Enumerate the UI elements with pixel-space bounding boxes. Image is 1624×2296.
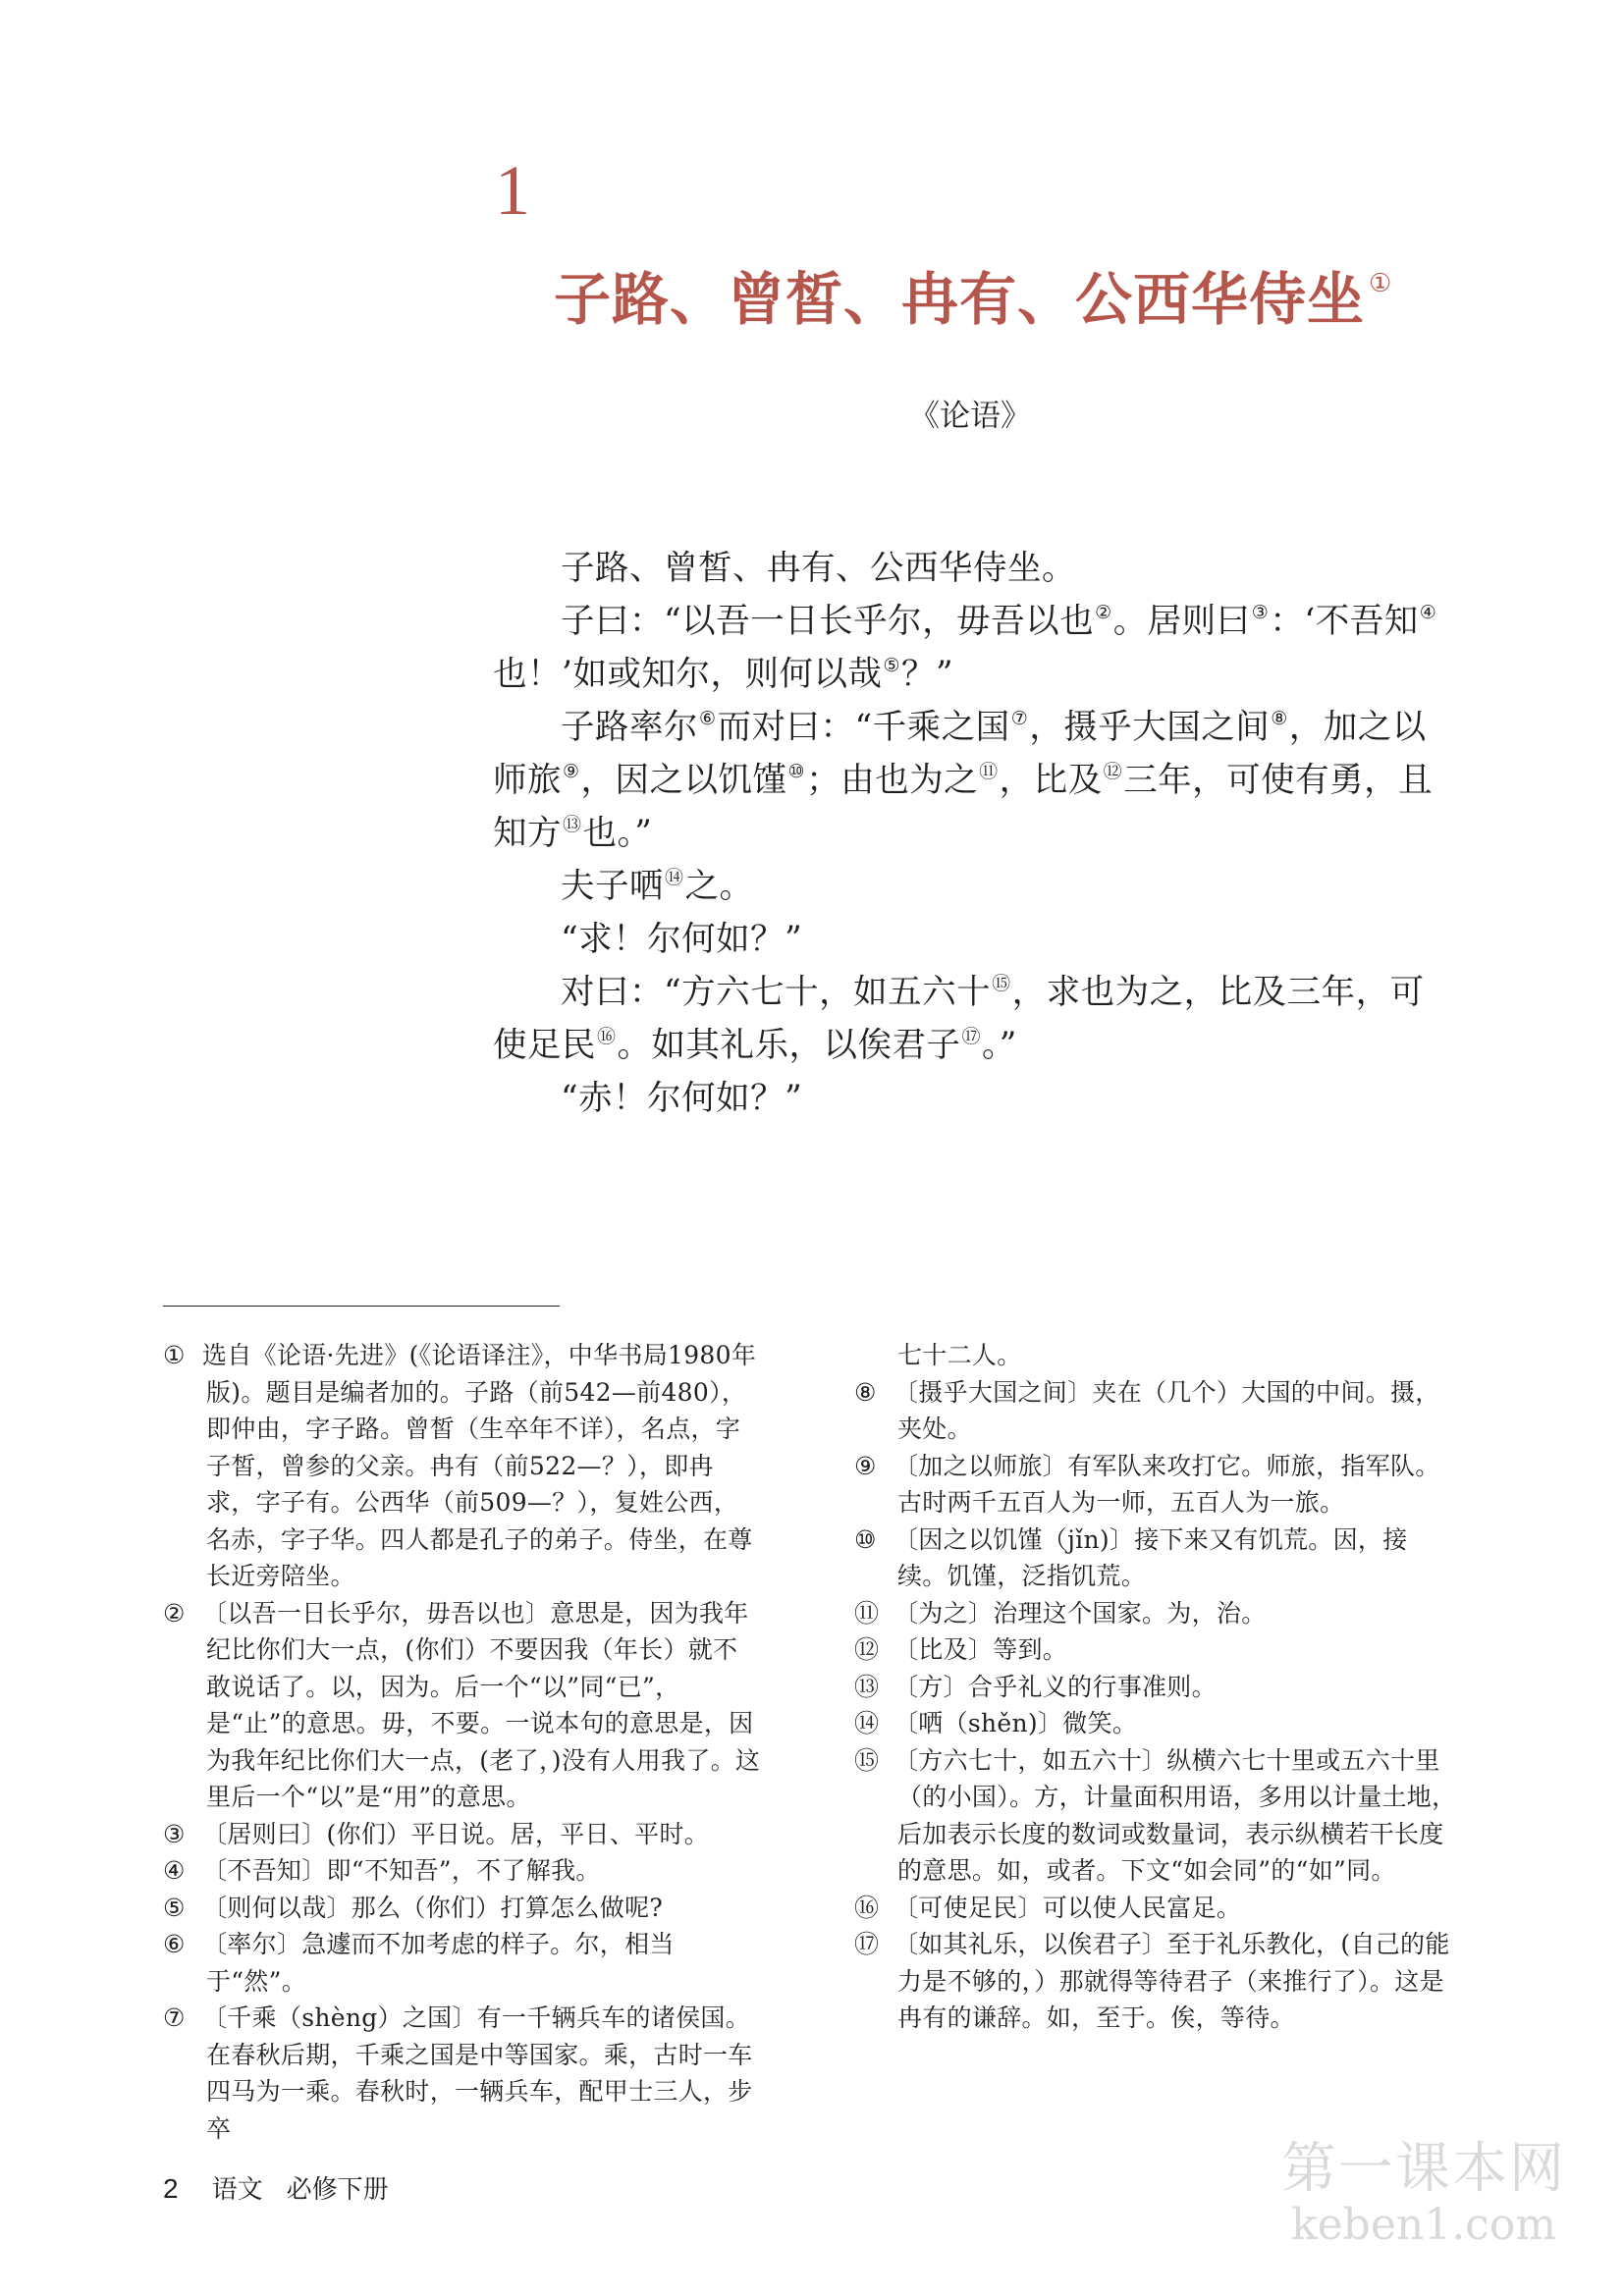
footnote-item: ③ 〔居则曰〕(你们）平日说。居，平日、平时。: [163, 1816, 762, 1853]
footnote-marker: ③: [1251, 602, 1270, 623]
footnote-number: ⑭: [854, 1709, 880, 1737]
footnote-number: ②: [163, 1598, 186, 1628]
footnote-item: ② 〔以吾一日长乎尔，毋吾以也〕意思是，因为我年纪比你们大一点，(你们）不要因我（年长）就不敢说话了。以，因为。后一个“以”同“已”，是“止”的意思。毋，不要。一说本句的意思是，因为我年纪比你们大一点，(老了，)没有人用我了。这里后一个“以”是“用”的意思。: [163, 1595, 762, 1816]
footnote-number: ⑧: [854, 1377, 877, 1407]
footnote-item: ⑬ 〔方〕合乎礼义的行事准则。: [854, 1669, 1457, 1706]
footnote-marker: ②: [1095, 602, 1112, 623]
footnote-marker: ⑫: [1103, 761, 1123, 782]
book-name: 语文: [211, 2175, 263, 2205]
text-paragraph: 夫子哂⑭之。: [561, 867, 754, 906]
footnote-item: ⑫ 〔比及〕等到。: [854, 1631, 1457, 1669]
footnote-item: ① 选自《论语·先进》(《论语译注》，中华书局1980年版)。题目是编者加的。子路（前542—前480），即仲由，字子路。曾皙（生卒年不详），名点，字子皙，曾参的父亲。冉有（前522—？），即冉求，字子有。公西华（前509—？），复姓公西，名赤，字子华。四人都是孔子的弟子。侍坐，在尊长近旁陪坐。: [163, 1337, 762, 1595]
footnote-marker: ⑦: [1010, 708, 1029, 729]
footnote-marker: ⑩: [787, 761, 806, 782]
footnote-number: ⑩: [854, 1524, 877, 1554]
footnote-number: ③: [163, 1819, 186, 1848]
footnotes-left-column: [163, 1337, 762, 2147]
footnote-marker: ⑪: [979, 761, 999, 782]
footnote-item: ⑰ 〔如其礼乐，以俟君子〕至于礼乐教化，(自己的能力是不够的，）那就得等待君子（来推行了）。这是冉有的谦辞。如，至于。俟，等待。: [854, 1926, 1457, 2037]
footnote-marker: ⑭: [665, 867, 684, 888]
footnote-item: ④ 〔不吾知〕即“不知吾”，不了解我。: [163, 1852, 762, 1890]
footnote-number: ⑥: [163, 1930, 186, 1958]
footnote-number: ⑫: [854, 1635, 880, 1664]
footnote-marker: ⑨: [563, 761, 580, 782]
text-paragraph: 子路、曾皙、冉有、公西华侍坐。: [561, 549, 1076, 588]
footnote-number: ⑤: [163, 1893, 186, 1922]
footnote-item: ⑦ 〔千乘（shèng）之国〕有一千辆兵车的诸侯国。在春秋后期，千乘之国是中等国家。乘，古时一车四马为一乘。春秋时，一辆兵车，配甲士三人，步卒: [163, 2000, 762, 2147]
lesson-number: 1: [495, 151, 530, 230]
classical-text: [493, 542, 1449, 1125]
lesson-source: 《论语》: [909, 399, 1031, 434]
footnote-marker: ⑬: [563, 814, 582, 835]
footnote-item: ⑤ 〔则何以哉〕那么（你们）打算怎么做呢?: [163, 1890, 762, 1927]
footnote-number: ⑪: [854, 1598, 880, 1628]
footnote-item: ⑭ 〔哂（shěn)〕微笑。: [854, 1705, 1457, 1742]
footnote-marker: ⑰: [961, 1026, 982, 1047]
text-paragraph: 对曰：“方六七十，如五六十⑮，求也为之，比及三年，可使足民⑯。如其礼乐，以俟君子⑰。”: [493, 973, 1425, 1065]
text-paragraph: 子路率尔⑥而对曰：“千乘之国⑦，摄乎大国之间⑧，加之以师旅⑨，因之以饥馑⑩；由也为之⑪，比及⑫三年，可使有勇，且知方⑬也。”: [493, 708, 1434, 853]
footnote-item: ⑩ 〔因之以饥馑（jǐn)〕接下来又有饥荒。因，接续。饥馑，泛指饥荒。: [854, 1522, 1457, 1595]
footnote-marker: ⑮: [992, 973, 1011, 994]
text-paragraph: “赤！尔何如？”: [561, 1079, 803, 1118]
lesson-title-text: 子路、曾皙、冉有、公西华侍坐: [554, 266, 1366, 333]
footnote-number: ⑨: [854, 1451, 877, 1480]
footnote-item: ⑥ 〔率尔〕急遽而不加考虑的样子。尔，相当于“然”。: [163, 1926, 762, 2000]
footnote-item: ⑯ 〔可使足民〕可以使人民富足。: [854, 1890, 1457, 1927]
footnote-number: ⑮: [854, 1745, 880, 1775]
page-footer: [163, 2169, 389, 2206]
lesson-title: [554, 267, 1392, 333]
footnote-marker: ⑥: [699, 708, 717, 729]
title-footnote-marker: ①: [1369, 269, 1393, 298]
footnote-number: ⑦: [163, 2003, 186, 2032]
volume-name: 必修下册: [286, 2175, 389, 2205]
watermark-url: keben1.com: [1290, 2200, 1557, 2250]
footnotes-right-column: [854, 1337, 1457, 2037]
watermark-name: 第一课本网: [1281, 2137, 1566, 2201]
footnote-number: ④: [163, 1856, 186, 1885]
footnote-number: ①: [163, 1341, 186, 1369]
page-number: 2: [163, 2173, 179, 2204]
footnote-item: ⑮ 〔方六七十，如五六十〕纵横六七十里或五六十里（的小国）。方，计量面积用语，多用以计量土地，后加表示长度的数词或数量词，表示纵横若干长度的意思。如，或者。下文“如会同”的“如”同。: [854, 1742, 1457, 1890]
footnote-marker: ⑧: [1271, 708, 1288, 729]
watermark: [1276, 2138, 1571, 2250]
text-paragraph: 子曰：“以吾一日长乎尔，毋吾以也②。居则曰③：‘不吾知④也！’如或知尔，则何以哉⑤？”: [493, 602, 1437, 694]
footnote-item: ⑪ 〔为之〕治理这个国家。为，治。: [854, 1595, 1457, 1632]
footnote-marker: ⑯: [597, 1026, 617, 1047]
footnote-divider: [163, 1306, 560, 1307]
footnote-item: ⑨ 〔加之以师旅〕有军队来攻打它。师旅，指军队。古时两千五百人为一师，五百人为一旅。: [854, 1448, 1457, 1522]
footnote-item: ⑧ 〔摄乎大国之间〕夹在（几个）大国的中间。摄，夹处。: [854, 1374, 1457, 1448]
footnote-continuation: 七十二人。: [897, 1341, 1022, 1369]
footnote-number: ⑬: [854, 1672, 880, 1701]
footnote-marker: ④: [1419, 602, 1437, 623]
text-paragraph: “求！尔何如？”: [561, 920, 803, 959]
footnote-number: ⑯: [854, 1893, 880, 1922]
footnote-marker: ⑤: [883, 655, 901, 676]
footnote-number: ⑰: [854, 1930, 880, 1958]
